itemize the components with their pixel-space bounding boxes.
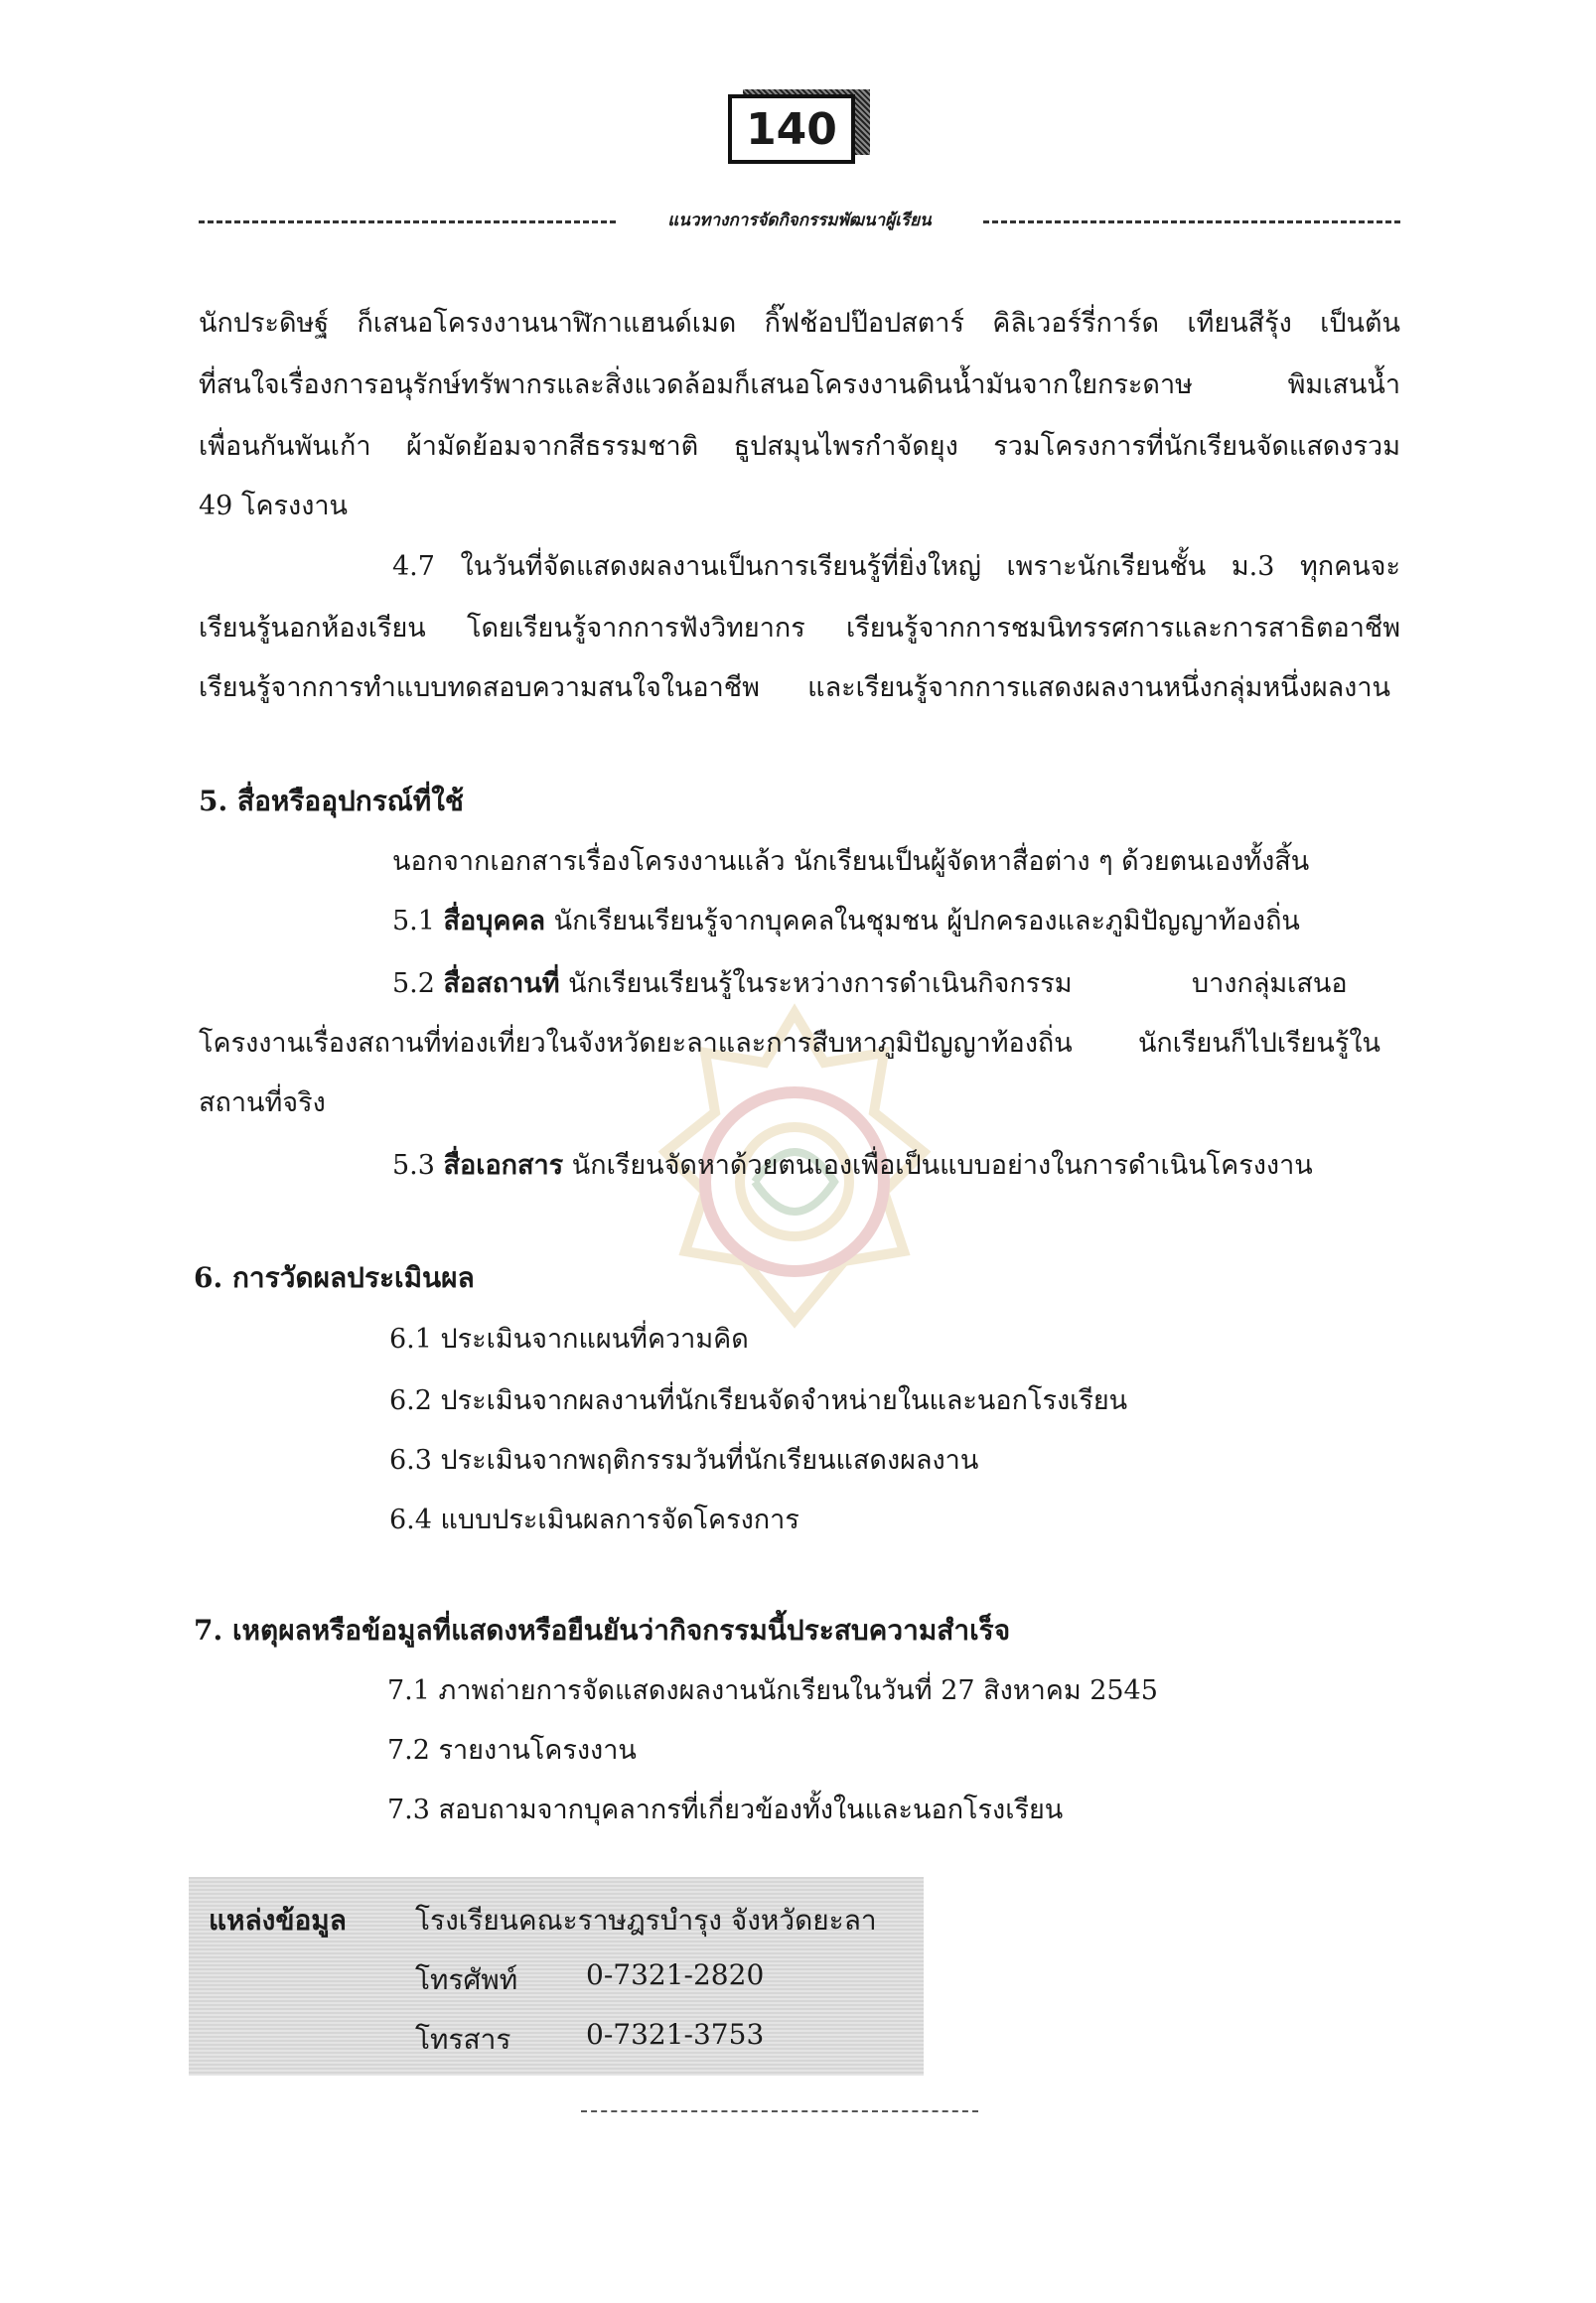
body-line: โครงงานเรื่องสถานที่ท่องเที่ยวในจังหวัดยะลาและการสืบหาภูมิปัญญาท้องถิ่น นักเรียนก็ไปเรียนรู้ใน: [199, 1028, 1380, 1059]
body-line: นอกจากเอกสารเรื่องโครงงานแล้ว นักเรียนเป็นผู้จัดหาสื่อต่าง ๆ ด้วยตนเองทั้งสิ้น: [392, 846, 1310, 877]
list-item: [392, 906, 1300, 937]
list-item: [392, 968, 1073, 1000]
phone-number: 0-7321-2820: [586, 1958, 765, 1991]
item-text: นักเรียนจัดหาด้วยตนเองเพื่อเป็นแบบอย่างในการดำเนินโครงงาน: [571, 1150, 1313, 1181]
fax-number: 0-7321-3753: [586, 2018, 765, 2051]
header-rule-right: [983, 220, 1400, 223]
fax-label: โทรสาร: [415, 2023, 511, 2056]
list-item: 7.1 ภาพถ่ายการจัดแสดงผลงานนักเรียนในวันที่ 27 สิงหาคม 2545: [387, 1675, 1158, 1706]
body-line: เรียนรู้นอกห้องเรียน โดยเรียนรู้จากการฟังวิทยากร เรียนรู้จากการชมนิทรรศการและการสาธิตอาชีพ: [199, 613, 1400, 644]
item-number: 5.1: [392, 906, 435, 936]
body-line: นักประดิษฐ์ ก็เสนอโครงงานนาฬิกาแฮนด์เมด กิ๊ฟช้อปป๊อปสตาร์ คิลิเวอร์รี่การ์ด เทียนสีรุ้ง เป็นต้น: [199, 308, 1400, 339]
body-line: สถานที่จริง: [199, 1087, 326, 1118]
source-label: แหล่งข้อมูล: [209, 1904, 347, 1937]
list-item: 7.2 รายงานโครงงาน: [387, 1735, 637, 1766]
item-text: นักเรียนเรียนรู้จากบุคคลในชุมชน ผู้ปกครองและภูมิปัญญาท้องถิ่น: [553, 906, 1300, 936]
list-item: 7.3 สอบถามจากบุคลากรที่เกี่ยวข้องทั้งในและนอกโรงเรียน: [387, 1795, 1064, 1825]
body-line: 4.7 ในวันที่จัดแสดงผลงานเป็นการเรียนรู้ที่ยิ่งใหญ่ เพราะนักเรียนชั้น ม.3 ทุกคนจะ: [392, 551, 1400, 582]
source-school: โรงเรียนคณะราษฎรบำรุง จังหวัดยะลา: [415, 1904, 877, 1937]
list-item: 6.3 ประเมินจากพฤติกรรมวันที่นักเรียนแสดงผลงาน: [389, 1445, 979, 1476]
body-line: 49 โครงงาน: [199, 491, 348, 521]
item-number: 5.2: [392, 968, 435, 999]
body-line: เพื่อนกันพันเก้า ผ้ามัดย้อมจากสีธรรมชาติ ธูปสมุนไพรกำจัดยุง รวมโครงการที่นักเรียนจัดแสดงรวม: [199, 431, 1400, 462]
header-rule-left: [199, 220, 616, 223]
end-rule: [581, 2110, 978, 2112]
page-number: 140: [728, 94, 855, 164]
item-text: นักเรียนเรียนรู้ในระหว่างการดำเนินกิจกรรม: [568, 968, 1073, 999]
item-number: 5.3: [392, 1150, 435, 1181]
item-text-end: บางกลุ่มเสนอ: [1192, 968, 1348, 999]
body-line: ที่สนใจเรื่องการอนุรักษ์ทรัพากรและสิ่งแวดล้อมก็เสนอโครงงานดินน้ำมันจากใยกระดาษ พิมเสนน้ำ: [199, 369, 1400, 400]
list-item: [392, 1150, 1313, 1182]
list-item: 6.4 แบบประเมินผลการจัดโครงการ: [389, 1505, 799, 1535]
running-title: แนวทางการจัดกิจกรรมพัฒนาผู้เรียน: [667, 211, 932, 230]
phone-label: โทรศัพท์: [415, 1963, 518, 1996]
section-heading: 7. เหตุผลหรือข้อมูลที่แสดงหรือยืนยันว่ากิจกรรมนี้ประสบความสำเร็จ: [194, 1614, 1011, 1647]
section-heading: 5. สื่อหรืออุปกรณ์ที่ใช้: [199, 785, 464, 817]
list-item: 6.1 ประเมินจากแผนที่ความคิด: [389, 1324, 749, 1355]
body-line: เรียนรู้จากการทำแบบทดสอบความสนใจในอาชีพ และเรียนรู้จากการแสดงผลงานหนึ่งกลุ่มหนึ่งผลงาน: [199, 672, 1390, 703]
item-title: สื่อเอกสาร: [443, 1150, 564, 1181]
item-title: สื่อสถานที่: [443, 968, 560, 999]
section-heading: 6. การวัดผลประเมินผล: [194, 1261, 475, 1294]
list-item: 6.2 ประเมินจากผลงานที่นักเรียนจัดจำหน่ายในและนอกโรงเรียน: [389, 1385, 1128, 1416]
item-title: สื่อบุคคล: [443, 906, 546, 936]
